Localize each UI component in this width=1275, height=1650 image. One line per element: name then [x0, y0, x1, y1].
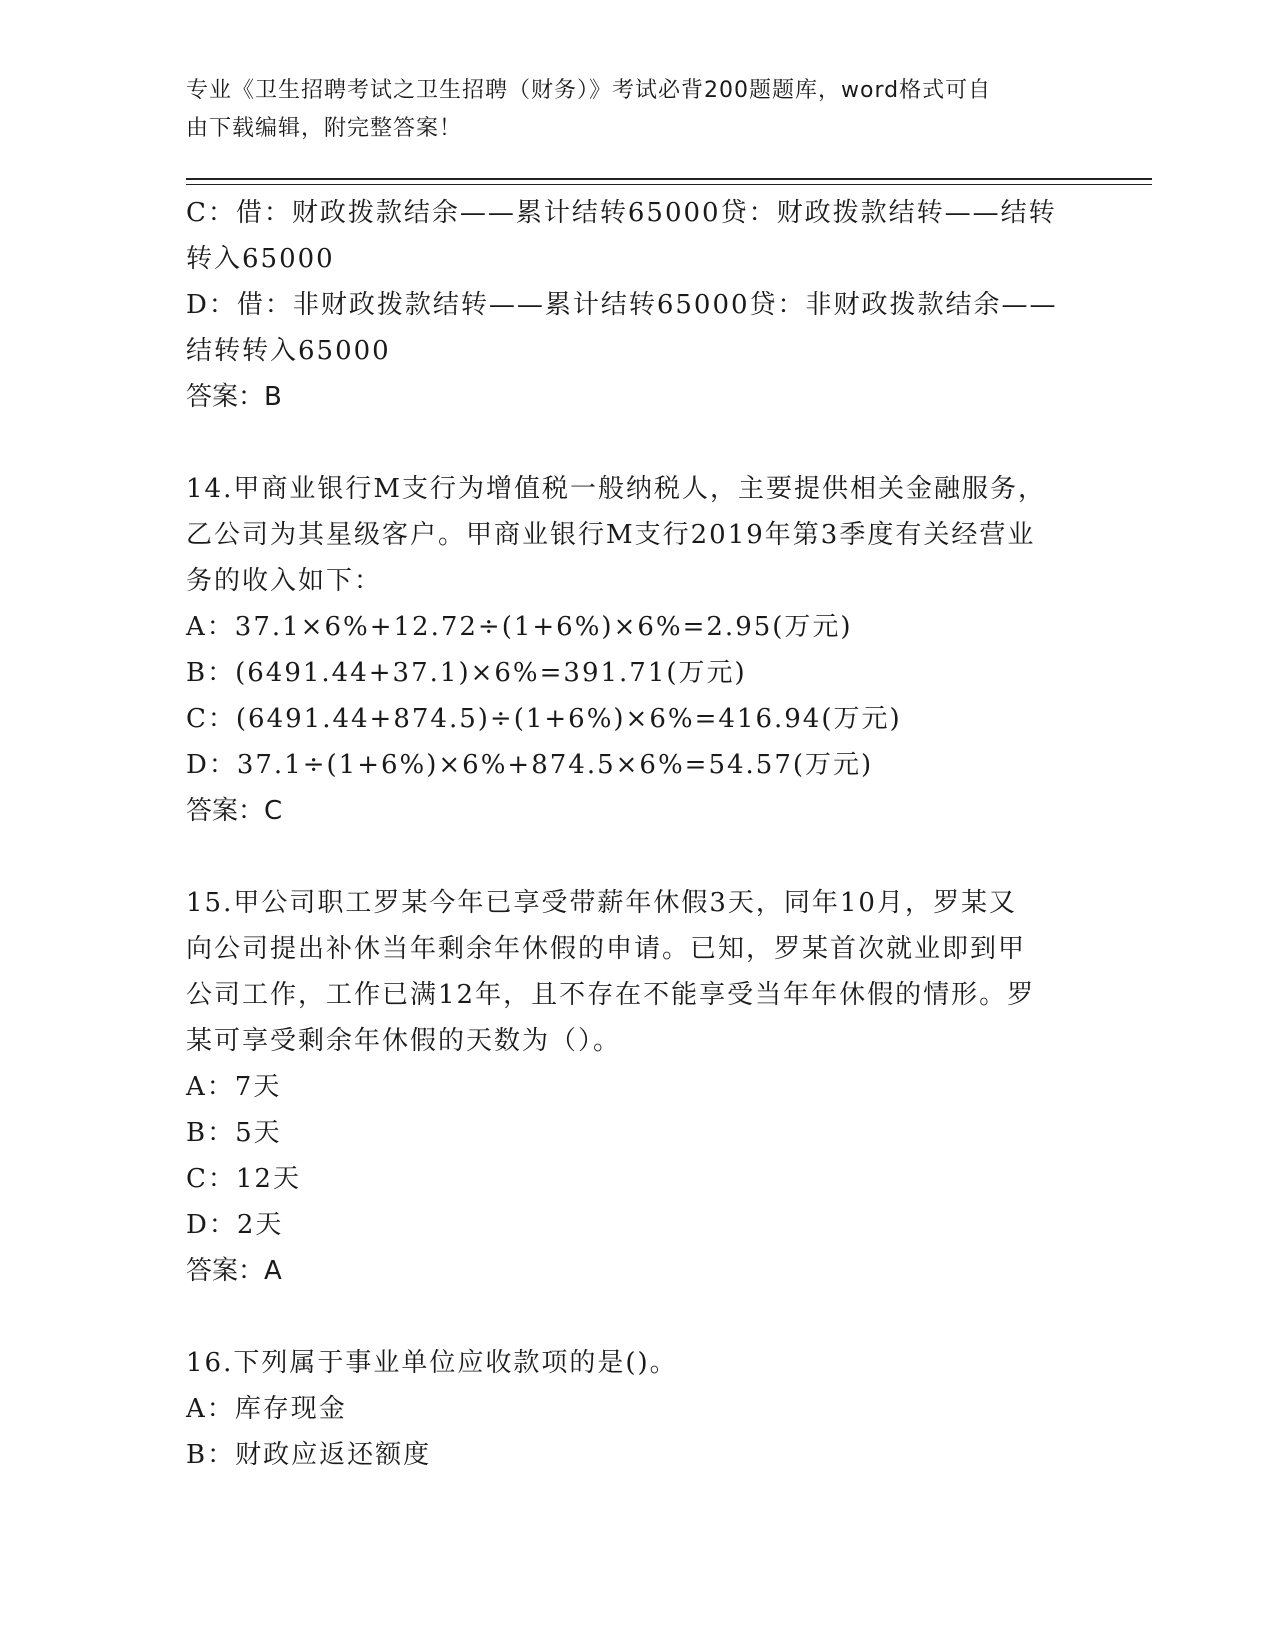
- option-d-line-2: 结转转入65000: [186, 336, 391, 366]
- q14-answer: 答案：C: [186, 796, 283, 826]
- q15-option-c: C：12天: [186, 1164, 301, 1194]
- q15-option-b: B：5天: [186, 1118, 282, 1148]
- question-14: [186, 466, 1086, 834]
- q15-stem-line-3: 公司工作，工作已满12年，且不存在不能享受当年年休假的情形。罗: [186, 980, 1036, 1010]
- q14-option-b: B：(6491.44+37.1)×6%=391.71(万元): [186, 658, 747, 688]
- option-c-line-2: 转入65000: [186, 244, 335, 274]
- header-divider-thin: [186, 184, 1152, 185]
- q14-option-a: A：37.1×6%+12.72÷(1+6%)×6%=2.95(万元): [186, 612, 853, 642]
- prev-question: [186, 190, 1086, 420]
- q15-stem-line-2: 向公司提出补休当年剩余年休假的申请。已知，罗某首次就业即到甲: [186, 934, 1027, 964]
- option-d-line-1: D：借：非财政拨款结转——累计结转65000贷：非财政拨款结余——: [186, 290, 1058, 320]
- q16-stem-line-1: 16.下列属于事业单位应收款项的是()。: [186, 1348, 678, 1378]
- spacer: [186, 420, 1086, 466]
- answer-line: 答案：B: [186, 382, 282, 412]
- q14-option-d: D：37.1÷(1+6%)×6%+874.5×6%=54.57(万元): [186, 750, 874, 780]
- spacer: [186, 1294, 1086, 1340]
- header-divider-thick: [186, 178, 1152, 180]
- q15-option-d: D：2天: [186, 1210, 284, 1240]
- option-c-line-1: C：借：财政拨款结余——累计结转65000贷：财政拨款结转——结转: [186, 198, 1057, 228]
- question-content: [186, 190, 1086, 1478]
- q15-stem-line-4: 某可享受剩余年休假的天数为（）。: [186, 1026, 622, 1056]
- spacer: [186, 834, 1086, 880]
- document-header: [186, 72, 1086, 148]
- q15-option-a: A：7天: [186, 1072, 282, 1102]
- q14-stem-line-1: 14.甲商业银行M支行为增值税一般纳税人，主要提供相关金融服务，: [186, 474, 1046, 504]
- header-line-2: 由下载编辑，附完整答案！: [186, 116, 463, 141]
- q14-option-c: C：(6491.44+874.5)÷(1+6%)×6%=416.94(万元): [186, 704, 902, 734]
- q16-option-b: B：财政应返还额度: [186, 1440, 432, 1470]
- q15-stem-line-1: 15.甲公司职工罗某今年已享受带薪年休假3天，同年10月，罗某又: [186, 888, 1017, 918]
- question-15: [186, 880, 1086, 1294]
- q14-stem-line-3: 务的收入如下：: [186, 566, 383, 596]
- q15-answer: 答案：A: [186, 1256, 282, 1286]
- question-16: [186, 1340, 1086, 1478]
- header-line-1: 专业《卫生招聘考试之卫生招聘（财务）》考试必背200题题库，word格式可自: [186, 78, 992, 103]
- q16-option-a: A：库存现金: [186, 1394, 347, 1424]
- q14-stem-line-2: 乙公司为其星级客户。甲商业银行M支行2019年第3季度有关经营业: [186, 520, 1036, 550]
